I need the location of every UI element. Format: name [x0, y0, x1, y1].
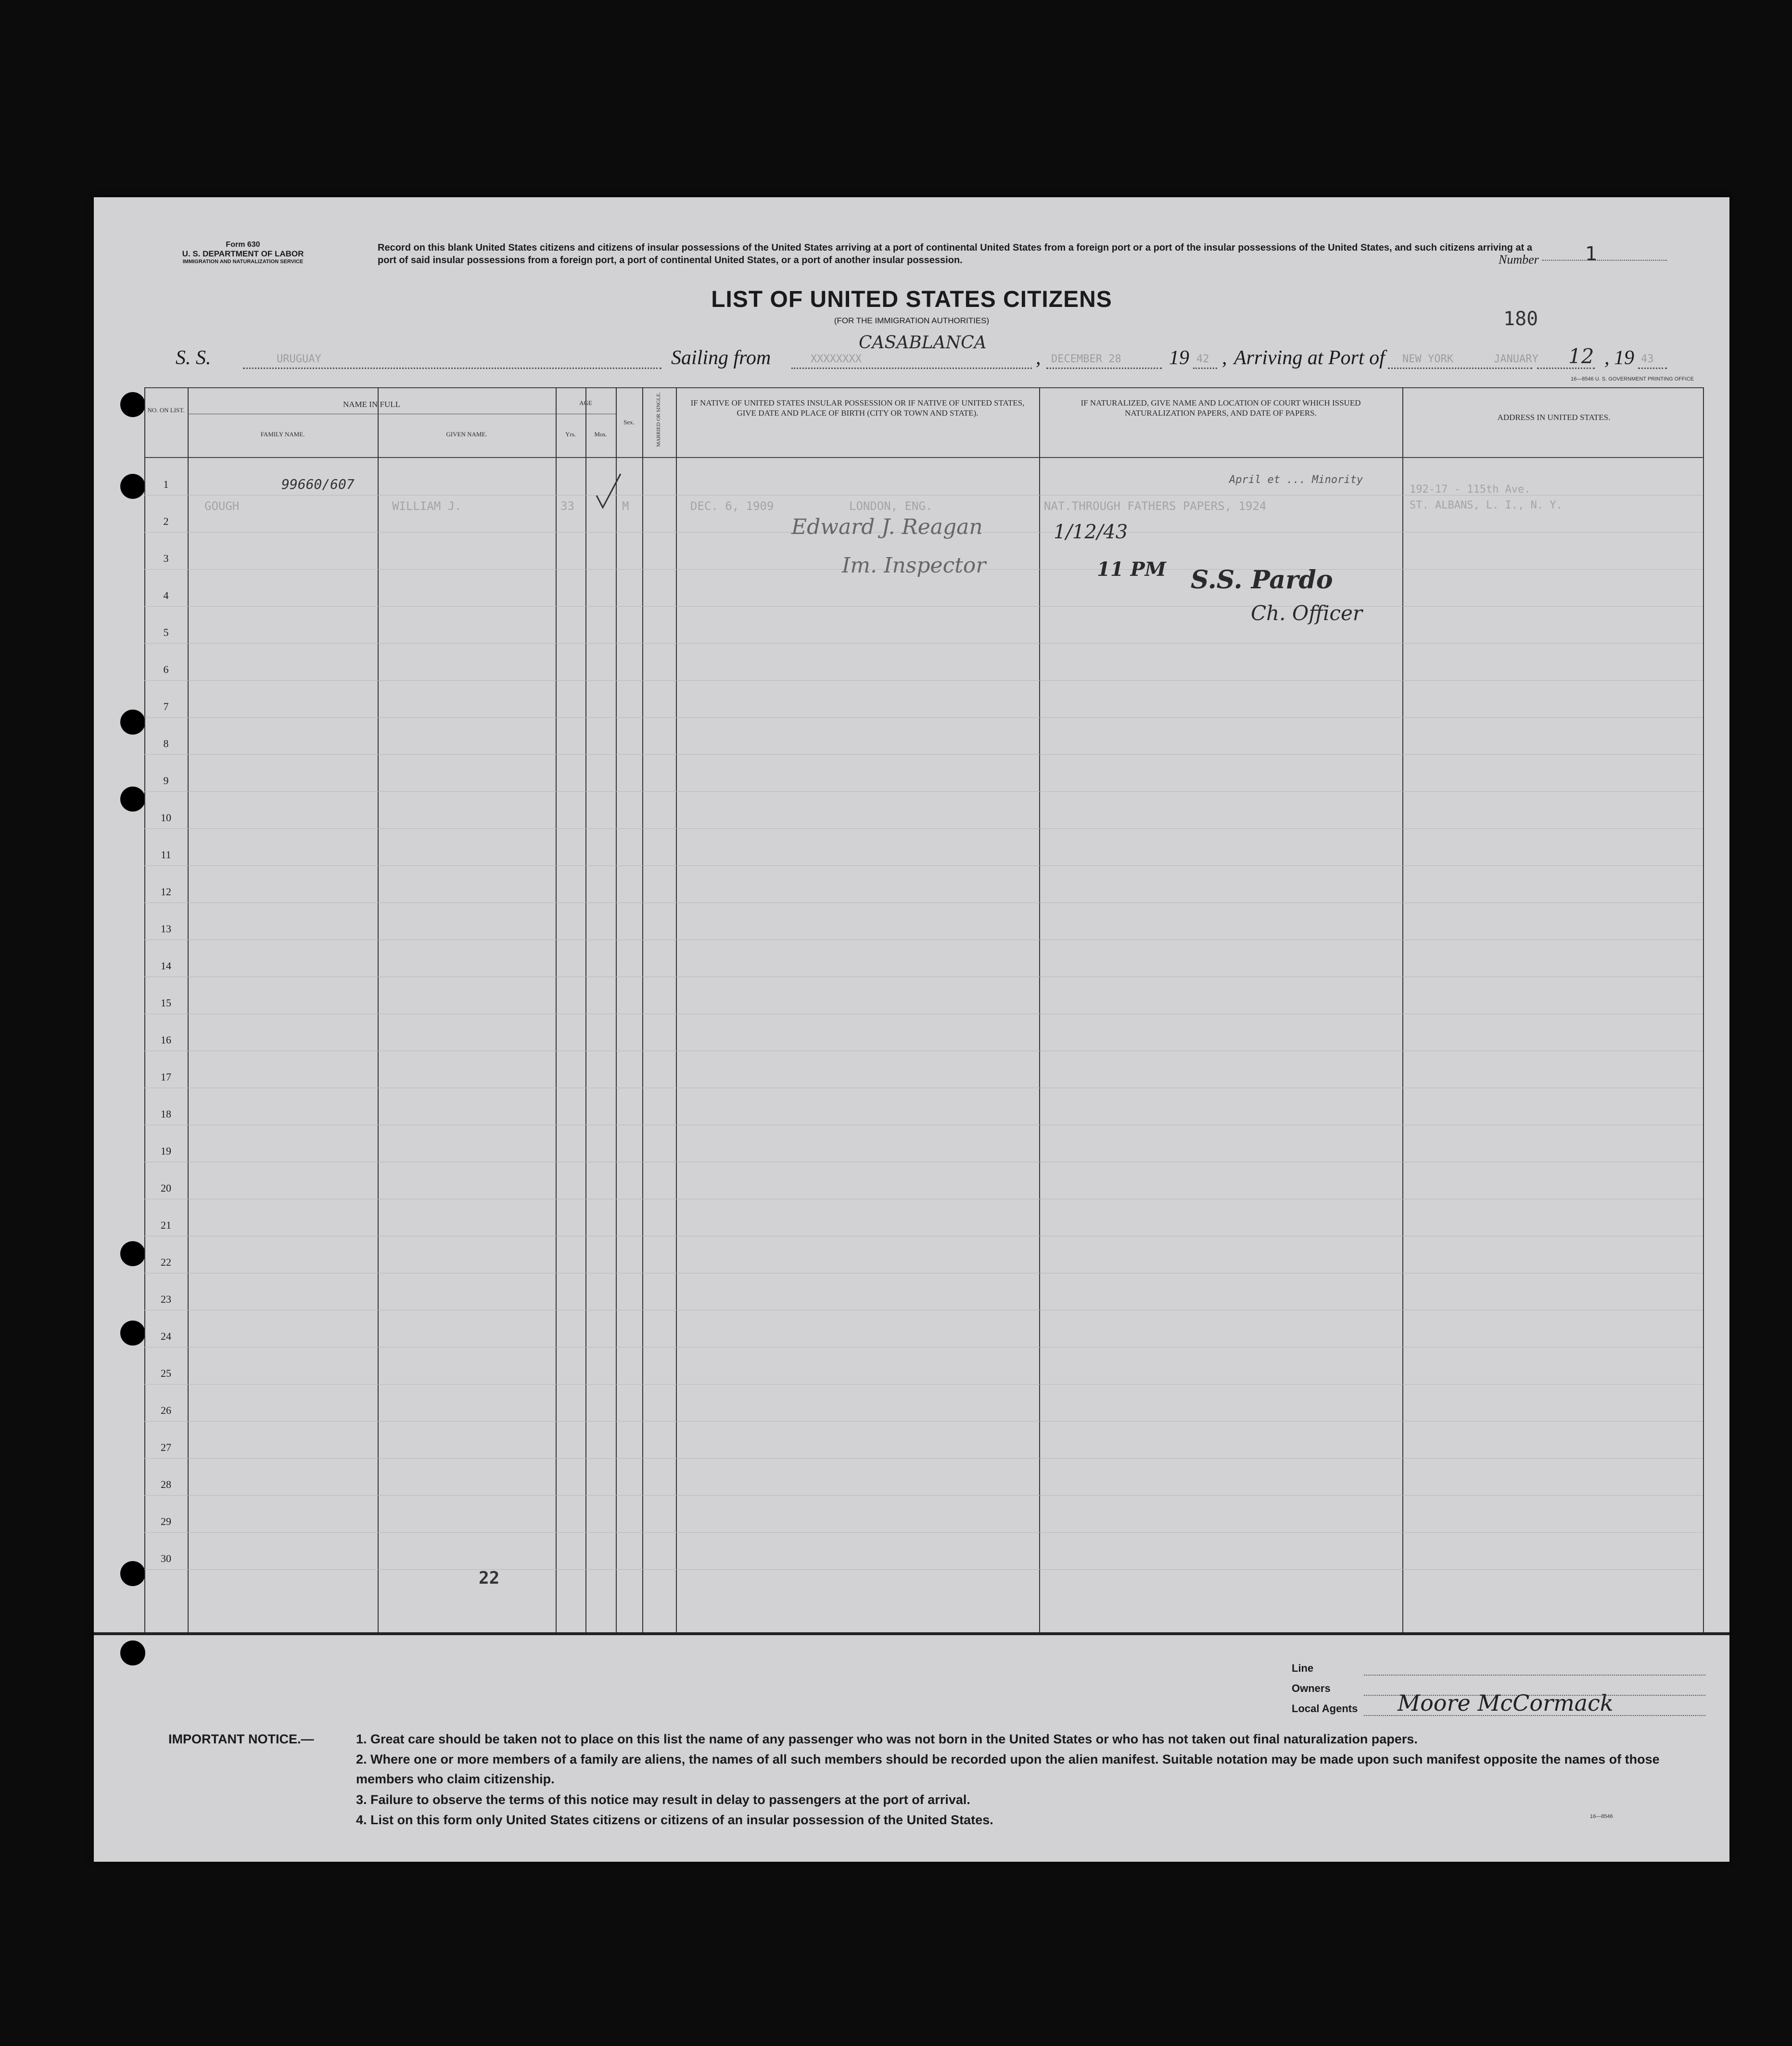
table-row [144, 1421, 1703, 1459]
table-row [144, 680, 1703, 718]
notice-item: 3. Failure to observe the terms of this notice may result in delay to passengers at the port of arrival. [356, 1792, 970, 1807]
row-number: 29 [161, 1515, 171, 1527]
entry-naturalization-note: April et ... Minority [1229, 474, 1363, 486]
row-number: 7 [163, 700, 169, 712]
table-row [144, 754, 1703, 792]
department-block [142, 241, 344, 265]
header-naturalized: IF NATURALIZED, GIVE NAME AND LOCATION OF COURT WHICH ISSUED NATURALIZATION PAPERS, AND DATE OF PAPERS. [1080, 398, 1361, 418]
inspector-title: Im. Inspector [842, 553, 986, 578]
row-number: 30 [161, 1552, 171, 1564]
arrival-year-suffix: 43 [1641, 353, 1654, 365]
inspection-date: 1/12/43 [1054, 521, 1128, 543]
number-value: 1 [1585, 243, 1598, 265]
table-row [144, 1495, 1703, 1533]
important-notice [168, 1729, 1708, 1845]
row-number: 2 [163, 515, 169, 527]
table-row [144, 940, 1703, 977]
header-sex: Sex. [623, 419, 635, 426]
agents-signature: Moore McCormack [1398, 1690, 1614, 1716]
entry-file-number: 99660/607 [281, 476, 355, 492]
row-number: 4 [163, 589, 169, 601]
page-subtitle: (FOR THE IMMIGRATION AUTHORITIES) [834, 316, 990, 325]
sailing-typed: XXXXXXXX [811, 353, 862, 365]
row30-mark: 22 [479, 1568, 500, 1588]
notice-title: IMPORTANT NOTICE.— [168, 1732, 314, 1746]
notice-item: 2. Where one or more members of a family are aliens, the names of all such members should be recorded upon the alien manifest. Suitable notation may be made upon such manifest opposite the names of those members who claim citizenship. [356, 1752, 1660, 1786]
owners-label: Owners [1292, 1682, 1331, 1694]
table-row [144, 1125, 1703, 1162]
agents-label: Local Agents [1292, 1703, 1358, 1715]
notice-item: 4. List on this form only United States citizens or citizens of an insular possession of the United States. [356, 1813, 993, 1827]
page-title: LIST OF UNITED STATES CITIZENS [711, 287, 1112, 312]
table-row [144, 1347, 1703, 1385]
line-label: Line [1292, 1662, 1314, 1674]
header-mos: Mos. [594, 431, 607, 438]
header-name-in-full: NAME IN FULL [343, 400, 400, 409]
table-row [144, 1273, 1703, 1310]
instructions: Record on this blank United States citizens and citizens of insular possessions of the United States arriving at a port of continental United States from a foreign port or a port of the insular possessions of the United States, and such citizens arriving at a port of said insular possessions from a foreign port, a port of continental United States, or a port of another insular possession. [378, 242, 1532, 266]
passenger-table [94, 387, 1729, 1638]
table-row [144, 828, 1703, 866]
row-number: 20 [161, 1182, 171, 1194]
year-prefix: 19 [1169, 347, 1189, 369]
arrival-day: 12 [1568, 344, 1594, 368]
entry-naturalization: NAT.THROUGH FATHERS PAPERS, 1924 [1044, 499, 1267, 513]
entry-sex: M [622, 499, 629, 513]
header-age: AGE [579, 399, 592, 407]
sailing-date: DECEMBER 28 [1051, 353, 1121, 365]
table-row [144, 606, 1703, 644]
service-name: IMMIGRATION AND NATURALIZATION SERVICE [182, 258, 304, 265]
header-address: ADDRESS IN UNITED STATES. [1497, 413, 1611, 422]
row-number: 5 [163, 626, 169, 638]
entry-birth-date: DEC. 6, 1909 [690, 499, 774, 513]
entry-family-name: GOUGH [204, 499, 240, 513]
ss-label: S. S. [176, 347, 211, 369]
table-row [144, 1532, 1703, 1570]
row-number: 23 [161, 1293, 171, 1305]
row-number: 11 [161, 849, 171, 861]
notice-item: 1. Great care should be taken not to place on this list the name of any passenger who was not born in the United States or who has not taken out final naturalization papers. [356, 1732, 1418, 1746]
arrival-month: JANUARY [1494, 353, 1538, 365]
row-number: 14 [161, 960, 171, 972]
entry-age: 33 [560, 499, 574, 513]
entry-address-line1: 192-17 - 115th Ave. [1410, 483, 1531, 496]
sailing-port: CASABLANCA [859, 333, 987, 353]
inspection-time: 11 PM [1097, 558, 1166, 581]
page-stamp: 180 [1503, 308, 1538, 330]
inspector-name: Edward J. Reagan [791, 515, 983, 539]
officer-title: Ch. Officer [1251, 601, 1362, 625]
header-native: IF NATIVE OF UNITED STATES INSULAR POSSESSION OR IF NATIVE OF UNITED STATES, GIVE DATE AND PLACE OF BIRTH (CITY OR TOWN AND STATE). [690, 398, 1025, 418]
arriving-label: Arriving at Port of [1234, 347, 1385, 369]
row-number: 17 [161, 1071, 171, 1083]
line-owners-block [1292, 1662, 1705, 1723]
manifest-sheet [94, 197, 1729, 1862]
table-row [144, 1051, 1703, 1088]
header-given-name: GIVEN NAME. [446, 431, 487, 438]
row-number: 24 [161, 1330, 171, 1342]
row-number: 25 [161, 1367, 171, 1379]
entry-address-line2: ST. ALBANS, L. I., N. Y. [1410, 499, 1563, 511]
row-number: 26 [161, 1404, 171, 1416]
table-row [144, 1088, 1703, 1125]
table-row [144, 717, 1703, 755]
entry-birth-place: LONDON, ENG. [849, 499, 933, 513]
year-suffix: 42 [1196, 353, 1209, 365]
entry-given-name: WILLIAM J. [392, 499, 462, 513]
row-number: 10 [161, 812, 171, 824]
list-number [1499, 243, 1667, 267]
ship-name: URUGUAY [277, 353, 321, 365]
check-mark [594, 471, 623, 510]
row-number: 21 [161, 1219, 171, 1231]
binder-hole [120, 1640, 145, 1665]
table-row [144, 865, 1703, 903]
sailing-label: Sailing from [671, 347, 771, 369]
table-row [144, 1014, 1703, 1051]
officer-signature: S.S. Pardo [1191, 565, 1333, 595]
header-no: NO. ON LIST. [147, 407, 185, 414]
header-yrs: Yrs. [565, 431, 576, 438]
table-row [144, 902, 1703, 940]
table-row [144, 1162, 1703, 1199]
header-married: MARRIED OR SINGLE. [656, 392, 662, 447]
row-number: 28 [161, 1478, 171, 1490]
row-number: 19 [161, 1145, 171, 1157]
voyage-line: S. S. URUGUAY Sailing from XXXXXXXX CASABLANCA , DECEMBER 28 19 42 , Arriving at Port of NEW YORK JANUARY 12 , 19 43 16—8546 U. S. GOVERNMENT PRINTING OFFICE [176, 333, 1694, 382]
arrival-year-prefix: 19 [1614, 347, 1634, 369]
table-row [144, 1458, 1703, 1496]
table-row [144, 791, 1703, 829]
table-row [144, 1236, 1703, 1273]
table-row [144, 643, 1703, 681]
row-number: 8 [163, 737, 169, 750]
row-number: 3 [163, 552, 169, 564]
row-number: 9 [163, 775, 169, 787]
table-row [144, 1199, 1703, 1236]
row-number: 6 [163, 663, 169, 675]
row-number: 27 [161, 1441, 171, 1453]
printing-office: 16—8546 U. S. GOVERNMENT PRINTING OFFICE [1571, 376, 1694, 382]
number-label: Number [1499, 253, 1539, 267]
row-number: 13 [161, 923, 171, 935]
table-row [144, 977, 1703, 1014]
row-number: 15 [161, 997, 171, 1009]
table-row [144, 1384, 1703, 1422]
form-code: 16—8546 [1590, 1814, 1613, 1819]
row-number: 1 [163, 478, 169, 490]
row-number: 16 [161, 1034, 171, 1046]
row-number: 18 [161, 1108, 171, 1120]
form-number: Form 630 [226, 241, 260, 249]
row-number: 22 [161, 1256, 171, 1268]
row-number: 12 [161, 886, 171, 898]
arrival-port: NEW YORK [1402, 353, 1453, 365]
department-name: U. S. DEPARTMENT OF LABOR [182, 249, 304, 259]
table-row [144, 1310, 1703, 1347]
header-family-name: FAMILY NAME. [260, 431, 305, 438]
